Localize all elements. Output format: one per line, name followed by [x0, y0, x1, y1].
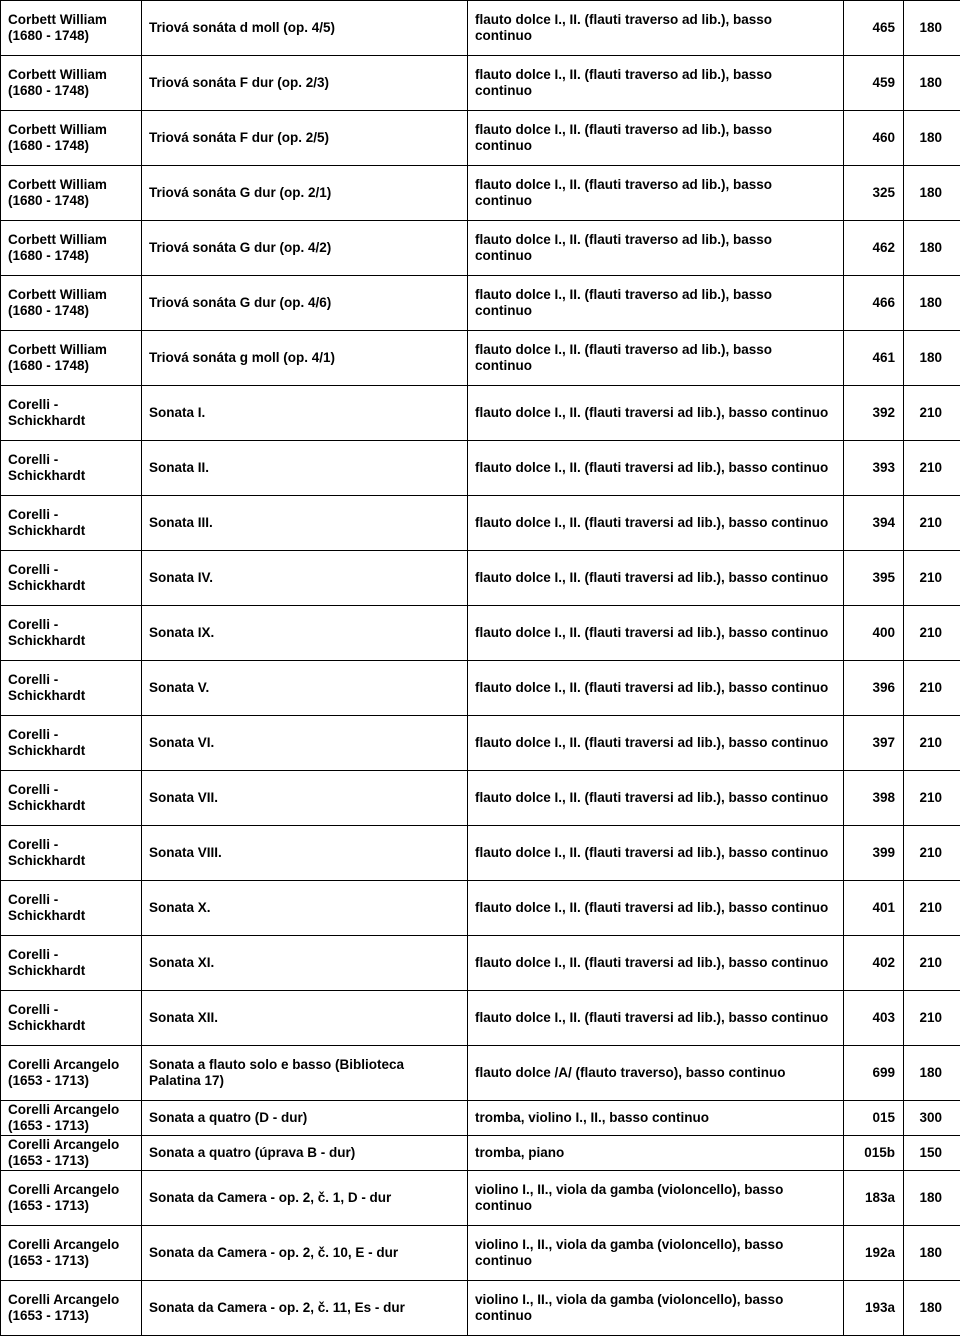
- composer-line: (1653 - 1713): [8, 1253, 90, 1268]
- instruments-cell: [468, 166, 844, 221]
- composer-line: Schickhardt: [8, 853, 86, 868]
- instruments-cell: [468, 1136, 844, 1171]
- table-row: [1, 166, 960, 221]
- instruments-line: tromba, violino I., II., basso continuo: [475, 1110, 710, 1125]
- composer-line: Corelli Arcangelo: [8, 1102, 120, 1117]
- composer-cell: [1, 716, 142, 771]
- composer-line: Schickhardt: [8, 908, 86, 923]
- title-cell: [142, 606, 468, 661]
- title-line: Sonata XI.: [149, 955, 215, 970]
- composer-line: (1680 - 1748): [8, 358, 90, 373]
- title-line: Sonata VII.: [149, 790, 219, 805]
- duration-cell: 210: [904, 661, 960, 716]
- instruments-line: flauto dolce I., II. (flauti traversi ad lib.), basso continuo: [475, 680, 829, 695]
- composer-cell: [1, 606, 142, 661]
- composer-line: (1680 - 1748): [8, 193, 90, 208]
- composer-line: Schickhardt: [8, 468, 86, 483]
- table-row: [1, 221, 960, 276]
- title-line: Sonata a flauto solo e basso (Biblioteca: [149, 1057, 405, 1072]
- composer-cell: [1, 56, 142, 111]
- composer-line: (1680 - 1748): [8, 138, 90, 153]
- title-line: Sonata X.: [149, 900, 211, 915]
- catalog-number-cell: 397: [844, 716, 904, 771]
- composer-line: Corelli Arcangelo: [8, 1292, 120, 1307]
- instruments-line: flauto dolce I., II. (flauti traversi ad lib.), basso continuo: [475, 570, 829, 585]
- catalog-number-cell: 400: [844, 606, 904, 661]
- composer-cell: [1, 771, 142, 826]
- composer-cell: [1, 1, 142, 56]
- catalog-number-cell: 193a: [844, 1281, 904, 1336]
- catalog-number-cell: 461: [844, 331, 904, 386]
- instruments-cell: [468, 716, 844, 771]
- title-cell: [142, 386, 468, 441]
- composer-line: Corelli -: [8, 1002, 59, 1017]
- catalog-number-cell: 462: [844, 221, 904, 276]
- title-line: Sonata VI.: [149, 735, 215, 750]
- duration-cell: 210: [904, 991, 960, 1046]
- composer-line: Schickhardt: [8, 578, 86, 593]
- duration-cell: 210: [904, 716, 960, 771]
- duration-cell: 180: [904, 276, 960, 331]
- table-row: [1, 496, 960, 551]
- title-cell: [142, 771, 468, 826]
- table-row: [1, 551, 960, 606]
- title-cell: [142, 826, 468, 881]
- title-line: Triová sonáta g moll (op. 4/1): [149, 350, 336, 365]
- instruments-cell: [468, 606, 844, 661]
- duration-cell: 210: [904, 881, 960, 936]
- catalog-number-cell: 465: [844, 1, 904, 56]
- instruments-line: continuo: [475, 1308, 532, 1323]
- instruments-cell: [468, 551, 844, 606]
- table-row: [1, 1046, 960, 1101]
- composer-line: Corbett William: [8, 342, 107, 357]
- instruments-cell: [468, 1281, 844, 1336]
- title-cell: [142, 1136, 468, 1171]
- catalog-number-cell: 459: [844, 56, 904, 111]
- composer-line: Corbett William: [8, 232, 107, 247]
- composer-line: Schickhardt: [8, 413, 86, 428]
- instruments-cell: [468, 1226, 844, 1281]
- instruments-line: flauto dolce I., II. (flauti traversi ad lib.), basso continuo: [475, 955, 829, 970]
- composer-cell: [1, 991, 142, 1046]
- composer-cell: [1, 826, 142, 881]
- composer-line: Corelli -: [8, 452, 59, 467]
- title-cell: [142, 166, 468, 221]
- composer-line: Schickhardt: [8, 633, 86, 648]
- composer-cell: [1, 496, 142, 551]
- duration-cell: 150: [904, 1136, 960, 1171]
- instruments-line: flauto dolce I., II. (flauti traverso ad lib.), basso: [475, 287, 773, 302]
- instruments-cell: [468, 276, 844, 331]
- instruments-line: continuo: [475, 83, 532, 98]
- catalog-number-cell: 192a: [844, 1226, 904, 1281]
- table-row: [1, 331, 960, 386]
- table-row: [1, 1101, 960, 1136]
- instruments-cell: [468, 331, 844, 386]
- title-cell: [142, 276, 468, 331]
- instruments-cell: [468, 661, 844, 716]
- title-cell: [142, 441, 468, 496]
- catalog-number-cell: 466: [844, 276, 904, 331]
- title-line: Triová sonáta G dur (op. 4/2): [149, 240, 332, 255]
- composer-line: Schickhardt: [8, 688, 86, 703]
- instruments-cell: [468, 1101, 844, 1136]
- duration-cell: 300: [904, 1101, 960, 1136]
- title-line: Sonata da Camera - op. 2, č. 10, E - dur: [149, 1245, 399, 1260]
- composer-line: Corelli Arcangelo: [8, 1057, 120, 1072]
- title-cell: [142, 991, 468, 1046]
- title-line: Sonata I.: [149, 405, 206, 420]
- composer-line: (1653 - 1713): [8, 1153, 90, 1168]
- composer-line: Corelli -: [8, 947, 59, 962]
- composer-line: Schickhardt: [8, 743, 86, 758]
- title-cell: [142, 111, 468, 166]
- composer-line: Corelli -: [8, 562, 59, 577]
- instruments-cell: [468, 991, 844, 1046]
- instruments-cell: [468, 1046, 844, 1101]
- composer-line: (1653 - 1713): [8, 1118, 90, 1133]
- table-row: [1, 1136, 960, 1171]
- composer-line: Schickhardt: [8, 523, 86, 538]
- composer-cell: [1, 1171, 142, 1226]
- instruments-cell: [468, 56, 844, 111]
- catalog-number-cell: 460: [844, 111, 904, 166]
- composer-line: Schickhardt: [8, 963, 86, 978]
- instruments-line: violino I., II., viola da gamba (violoncello), basso: [475, 1292, 784, 1307]
- title-cell: [142, 551, 468, 606]
- composer-cell: [1, 1101, 142, 1136]
- instruments-line: continuo: [475, 303, 532, 318]
- title-line: Sonata a quatro (úprava B - dur): [149, 1145, 356, 1160]
- composer-line: Corelli -: [8, 892, 59, 907]
- title-cell: [142, 1, 468, 56]
- composer-line: Corelli -: [8, 617, 59, 632]
- title-line: Sonata da Camera - op. 2, č. 1, D - dur: [149, 1190, 392, 1205]
- instruments-line: violino I., II., viola da gamba (violoncello), basso: [475, 1237, 784, 1252]
- composer-cell: [1, 551, 142, 606]
- title-line: Triová sonáta F dur (op. 2/3): [149, 75, 330, 90]
- instruments-line: flauto dolce I., II. (flauti traverso ad lib.), basso: [475, 12, 773, 27]
- catalog-number-cell: 401: [844, 881, 904, 936]
- instruments-line: continuo: [475, 358, 532, 373]
- instruments-line: flauto dolce I., II. (flauti traverso ad lib.), basso: [475, 177, 773, 192]
- instruments-line: flauto dolce I., II. (flauti traversi ad lib.), basso continuo: [475, 845, 829, 860]
- table-row: [1, 441, 960, 496]
- table-row: [1, 1, 960, 56]
- duration-cell: 180: [904, 1281, 960, 1336]
- composer-cell: [1, 1226, 142, 1281]
- instruments-cell: [468, 386, 844, 441]
- duration-cell: 210: [904, 936, 960, 991]
- title-cell: [142, 1281, 468, 1336]
- composer-cell: [1, 936, 142, 991]
- composer-line: Schickhardt: [8, 1018, 86, 1033]
- title-cell: [142, 496, 468, 551]
- table-row: [1, 1171, 960, 1226]
- table-row: [1, 826, 960, 881]
- composer-line: Corbett William: [8, 177, 107, 192]
- instruments-line: flauto dolce I., II. (flauti traversi ad lib.), basso continuo: [475, 790, 829, 805]
- composer-line: Corelli -: [8, 672, 59, 687]
- duration-cell: 210: [904, 496, 960, 551]
- instruments-line: flauto dolce /A/ (flauto traverso), basso continuo: [475, 1065, 786, 1080]
- table-row: [1, 1226, 960, 1281]
- instruments-line: flauto dolce I., II. (flauti traverso ad lib.), basso: [475, 67, 773, 82]
- instruments-line: continuo: [475, 138, 532, 153]
- composer-cell: [1, 386, 142, 441]
- instruments-cell: [468, 496, 844, 551]
- duration-cell: 180: [904, 166, 960, 221]
- instruments-cell: [468, 441, 844, 496]
- table-row: [1, 716, 960, 771]
- title-cell: [142, 1101, 468, 1136]
- instruments-line: flauto dolce I., II. (flauti traversi ad lib.), basso continuo: [475, 900, 829, 915]
- title-cell: [142, 1171, 468, 1226]
- instruments-cell: [468, 936, 844, 991]
- composer-cell: [1, 661, 142, 716]
- instruments-line: flauto dolce I., II. (flauti traversi ad lib.), basso continuo: [475, 1010, 829, 1025]
- instruments-line: continuo: [475, 193, 532, 208]
- instruments-line: continuo: [475, 248, 532, 263]
- table-row: [1, 661, 960, 716]
- table-row: [1, 386, 960, 441]
- composer-cell: [1, 221, 142, 276]
- catalog-number-cell: 394: [844, 496, 904, 551]
- catalog-number-cell: 395: [844, 551, 904, 606]
- instruments-line: continuo: [475, 1253, 532, 1268]
- duration-cell: 180: [904, 331, 960, 386]
- title-cell: [142, 56, 468, 111]
- instruments-cell: [468, 881, 844, 936]
- duration-cell: 180: [904, 111, 960, 166]
- instruments-line: flauto dolce I., II. (flauti traversi ad lib.), basso continuo: [475, 625, 829, 640]
- composer-cell: [1, 1136, 142, 1171]
- title-line: Sonata IV.: [149, 570, 214, 585]
- title-line: Triová sonáta G dur (op. 4/6): [149, 295, 332, 310]
- duration-cell: 180: [904, 1171, 960, 1226]
- instruments-line: tromba, piano: [475, 1145, 565, 1160]
- title-line: Sonata II.: [149, 460, 210, 475]
- title-line: Triová sonáta d moll (op. 4/5): [149, 20, 336, 35]
- instruments-line: continuo: [475, 28, 532, 43]
- composer-line: Schickhardt: [8, 798, 86, 813]
- duration-cell: 210: [904, 606, 960, 661]
- instruments-cell: [468, 1171, 844, 1226]
- duration-cell: 210: [904, 386, 960, 441]
- duration-cell: 210: [904, 441, 960, 496]
- catalog-number-cell: 399: [844, 826, 904, 881]
- composer-cell: [1, 1281, 142, 1336]
- composer-line: (1680 - 1748): [8, 28, 90, 43]
- composer-line: Corbett William: [8, 67, 107, 82]
- catalog-number-cell: 393: [844, 441, 904, 496]
- catalog-number-cell: 402: [844, 936, 904, 991]
- catalog-number-cell: 699: [844, 1046, 904, 1101]
- title-cell: [142, 716, 468, 771]
- table-row: [1, 771, 960, 826]
- catalog-number-cell: 183a: [844, 1171, 904, 1226]
- title-cell: [142, 331, 468, 386]
- title-line: Palatina 17): [149, 1073, 225, 1088]
- title-cell: [142, 1046, 468, 1101]
- catalog-number-cell: 392: [844, 386, 904, 441]
- instruments-line: flauto dolce I., II. (flauti traverso ad lib.), basso: [475, 122, 773, 137]
- instruments-line: violino I., II., viola da gamba (violoncello), basso: [475, 1182, 784, 1197]
- title-line: Sonata XII.: [149, 1010, 219, 1025]
- composer-line: Corbett William: [8, 287, 107, 302]
- catalog-number-cell: 398: [844, 771, 904, 826]
- table-row: [1, 936, 960, 991]
- instruments-line: flauto dolce I., II. (flauti traversi ad lib.), basso continuo: [475, 735, 829, 750]
- duration-cell: 180: [904, 221, 960, 276]
- catalog-number-cell: 015b: [844, 1136, 904, 1171]
- composer-cell: [1, 111, 142, 166]
- composer-cell: [1, 166, 142, 221]
- title-line: Sonata a quatro (D - dur): [149, 1110, 308, 1125]
- composer-line: Corelli Arcangelo: [8, 1182, 120, 1197]
- title-cell: [142, 661, 468, 716]
- composer-line: Corelli Arcangelo: [8, 1237, 120, 1252]
- composer-cell: [1, 881, 142, 936]
- title-cell: [142, 221, 468, 276]
- instruments-line: flauto dolce I., II. (flauti traverso ad lib.), basso: [475, 232, 773, 247]
- composer-cell: [1, 331, 142, 386]
- composer-line: (1653 - 1713): [8, 1073, 90, 1088]
- title-line: Triová sonáta F dur (op. 2/5): [149, 130, 330, 145]
- composer-line: Corbett William: [8, 12, 107, 27]
- table-row: [1, 991, 960, 1046]
- composer-line: Corelli -: [8, 397, 59, 412]
- catalog-body: [1, 1, 960, 1336]
- title-line: Sonata VIII.: [149, 845, 222, 860]
- catalog-number-cell: 325: [844, 166, 904, 221]
- composer-cell: [1, 276, 142, 331]
- catalog-number-cell: 396: [844, 661, 904, 716]
- composer-line: (1680 - 1748): [8, 83, 90, 98]
- title-cell: [142, 1226, 468, 1281]
- title-line: Sonata III.: [149, 515, 213, 530]
- title-line: Sonata da Camera - op. 2, č. 11, Es - dur: [149, 1300, 405, 1315]
- instruments-line: flauto dolce I., II. (flauti traversi ad lib.), basso continuo: [475, 460, 829, 475]
- instruments-line: flauto dolce I., II. (flauti traversi ad lib.), basso continuo: [475, 405, 829, 420]
- composer-cell: [1, 1046, 142, 1101]
- duration-cell: 180: [904, 56, 960, 111]
- composer-line: Corbett William: [8, 122, 107, 137]
- composer-line: Corelli -: [8, 507, 59, 522]
- instruments-cell: [468, 826, 844, 881]
- composer-line: Corelli -: [8, 782, 59, 797]
- composer-line: (1653 - 1713): [8, 1198, 90, 1213]
- instruments-line: flauto dolce I., II. (flauti traverso ad lib.), basso: [475, 342, 773, 357]
- table-row: [1, 111, 960, 166]
- instruments-cell: [468, 221, 844, 276]
- instruments-cell: [468, 1, 844, 56]
- title-line: Sonata IX.: [149, 625, 215, 640]
- title-line: Sonata V.: [149, 680, 210, 695]
- table-row: [1, 881, 960, 936]
- duration-cell: 210: [904, 551, 960, 606]
- instruments-line: continuo: [475, 1198, 532, 1213]
- table-row: [1, 276, 960, 331]
- composer-cell: [1, 441, 142, 496]
- title-cell: [142, 936, 468, 991]
- catalog-number-cell: 015: [844, 1101, 904, 1136]
- duration-cell: 210: [904, 826, 960, 881]
- instruments-line: flauto dolce I., II. (flauti traversi ad lib.), basso continuo: [475, 515, 829, 530]
- duration-cell: 180: [904, 1046, 960, 1101]
- duration-cell: 180: [904, 1226, 960, 1281]
- composer-line: Corelli -: [8, 727, 59, 742]
- table-row: [1, 56, 960, 111]
- table-row: [1, 606, 960, 661]
- title-cell: [142, 881, 468, 936]
- composer-line: (1680 - 1748): [8, 248, 90, 263]
- composer-line: (1680 - 1748): [8, 303, 90, 318]
- instruments-cell: [468, 111, 844, 166]
- table-row: [1, 1281, 960, 1336]
- duration-cell: 180: [904, 1, 960, 56]
- duration-cell: 210: [904, 771, 960, 826]
- title-line: Triová sonáta G dur (op. 2/1): [149, 185, 332, 200]
- composer-line: Corelli -: [8, 837, 59, 852]
- composer-line: (1653 - 1713): [8, 1308, 90, 1323]
- catalog-number-cell: 403: [844, 991, 904, 1046]
- composer-line: Corelli Arcangelo: [8, 1137, 120, 1152]
- instruments-cell: [468, 771, 844, 826]
